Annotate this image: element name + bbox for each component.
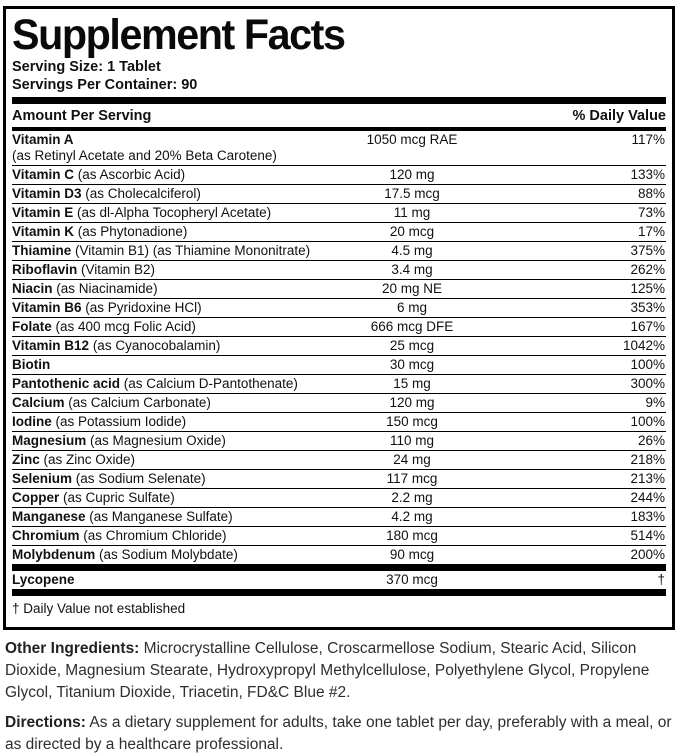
nutrient-amount: 15 mg — [393, 376, 431, 391]
table-row — [12, 261, 666, 280]
table-row — [12, 527, 666, 546]
nutrient-name: Vitamin E — [12, 205, 74, 220]
divider-thick-top — [12, 97, 666, 104]
nutrient-daily-value: 88% — [637, 186, 665, 201]
table-row — [12, 299, 666, 318]
nutrient-name: Vitamin B6 — [12, 300, 82, 315]
nutrient-form: (as Calcium D-Pantothenate) — [123, 376, 298, 391]
nutrient-rows — [12, 131, 666, 564]
nutrient-form: (as Pyridoxine HCl) — [85, 300, 202, 315]
nutrient-amount: 180 mcg — [386, 528, 438, 543]
nutrient-amount: 666 mcg DFE — [370, 319, 454, 334]
table-row — [12, 185, 666, 204]
table-row — [12, 166, 666, 185]
nutrient-name: Copper — [12, 490, 60, 505]
header-amount-per-serving: Amount Per Serving — [12, 108, 152, 124]
table-row — [12, 356, 666, 375]
nutrient-name: Vitamin C — [12, 167, 75, 182]
nutrient-daily-value: 200% — [630, 547, 665, 562]
nutrient-daily-value: 73% — [637, 205, 665, 220]
nutrient-amount: 20 mg NE — [381, 281, 443, 296]
serving-size: Serving Size: 1 Tablet — [12, 59, 161, 75]
nutrient-amount: 370 mcg — [386, 572, 438, 587]
table-row — [12, 375, 666, 394]
nutrient-form: (as Zinc Oxide) — [43, 452, 136, 467]
nutrient-name: Vitamin K — [12, 224, 75, 239]
nutrient-form: (as 400 mcg Folic Acid) — [55, 319, 196, 334]
nutrient-amount: 1050 mcg RAE — [366, 132, 458, 147]
nutrient-form: (as Cyanocobalamin) — [92, 338, 221, 353]
nutrient-form-line2: (as Retinyl Acetate and 20% Beta Carotene) — [12, 148, 277, 163]
nutrient-form: (as Cupric Sulfate) — [63, 490, 175, 505]
label-paragraphs — [3, 630, 675, 756]
nutrient-amount: 110 mg — [389, 433, 435, 448]
nutrient-form: (as Calcium Carbonate) — [68, 395, 211, 410]
table-row — [12, 432, 666, 451]
nutrient-daily-value: 218% — [630, 452, 665, 467]
nutrient-amount: 2.2 mg — [391, 490, 433, 505]
nutrient-daily-value: 125% — [630, 281, 665, 296]
table-header-row — [12, 106, 666, 127]
nutrient-name: Niacin — [12, 281, 53, 296]
nutrient-form: (as Chromium Chloride) — [83, 528, 227, 543]
nutrient-amount: 4.5 mg — [391, 243, 433, 258]
nutrient-form: (as dl-Alpha Tocopheryl Acetate) — [77, 205, 272, 220]
nutrient-amount: 4.2 mg — [391, 509, 433, 524]
nutrient-daily-value: 300% — [630, 376, 665, 391]
nutrient-name: Zinc — [12, 452, 40, 467]
nutrient-name: Lycopene — [12, 572, 75, 587]
nutrient-form: (as Manganese Sulfate) — [89, 509, 233, 524]
divider-thick-before-lycopene — [12, 564, 666, 571]
nutrient-amount: 30 mcg — [389, 357, 435, 372]
table-row — [12, 413, 666, 432]
nutrient-name: Iodine — [12, 414, 52, 429]
nutrient-amount: 11 mg — [393, 205, 431, 220]
nutrient-daily-value: 244% — [630, 490, 665, 505]
nutrient-form: (Vitamin B1) (as Thiamine Mononitrate) — [75, 243, 311, 258]
nutrient-amount: 6 mg — [396, 300, 427, 315]
directions-text: As a dietary supplement for adults, take one tablet per day, preferably with a meal, or as directed by a healthcare professional. — [5, 714, 672, 753]
header-percent-daily-value: % Daily Value — [572, 108, 666, 124]
supplement-facts-panel — [3, 6, 675, 630]
nutrient-daily-value: 514% — [630, 528, 665, 543]
table-row — [12, 394, 666, 413]
nutrient-amount: 25 mcg — [389, 338, 435, 353]
nutrient-daily-value: 375% — [630, 243, 665, 258]
divider-thick-after-lycopene — [12, 589, 666, 596]
nutrient-name: Calcium — [12, 395, 65, 410]
nutrient-form: (as Sodium Selenate) — [75, 471, 206, 486]
table-row — [12, 131, 666, 166]
table-row — [12, 337, 666, 356]
nutrient-name: Thiamine — [12, 243, 72, 258]
nutrient-amount: 150 mcg — [386, 414, 438, 429]
nutrient-form: (Vitamin B2) — [81, 262, 156, 277]
nutrient-name: Chromium — [12, 528, 80, 543]
other-ingredients-label: Other Ingredients: — [5, 640, 140, 657]
table-row — [12, 280, 666, 299]
nutrient-form: (as Potassium Iodide) — [55, 414, 187, 429]
nutrient-name: Pantothenic acid — [12, 376, 121, 391]
nutrient-daily-value: 262% — [630, 262, 665, 277]
nutrient-daily-value: 100% — [630, 357, 665, 372]
nutrient-form: (as Magnesium Oxide) — [90, 433, 226, 448]
nutrient-daily-value: 353% — [630, 300, 665, 315]
nutrient-amount: 3.4 mg — [391, 262, 433, 277]
nutrient-form: (as Niacinamide) — [56, 281, 158, 296]
nutrient-name: Riboflavin — [12, 262, 78, 277]
nutrient-amount: 90 mcg — [389, 547, 435, 562]
table-row — [12, 508, 666, 527]
directions-paragraph — [5, 712, 673, 756]
nutrient-daily-value: 167% — [630, 319, 665, 334]
table-row — [12, 318, 666, 337]
nutrient-name: Molybdenum — [12, 547, 96, 562]
servings-per-container: Servings Per Container: 90 — [12, 76, 198, 93]
other-ingredients-paragraph — [5, 638, 673, 704]
nutrient-name: Vitamin A — [12, 132, 74, 147]
nutrient-amount: 120 mg — [389, 395, 435, 410]
nutrient-name: Manganese — [12, 509, 86, 524]
nutrient-amount: 117 mcg — [386, 471, 438, 486]
nutrient-form: (as Cholecalciferol) — [85, 186, 201, 201]
table-row — [12, 470, 666, 489]
nutrient-name: Vitamin D3 — [12, 186, 82, 201]
nutrient-daily-value: 133% — [630, 167, 665, 182]
directions-label: Directions: — [5, 714, 86, 731]
nutrient-daily-value: 1042% — [622, 338, 665, 353]
nutrient-daily-value: 9% — [645, 395, 665, 410]
table-row — [12, 223, 666, 242]
nutrient-form: (as Ascorbic Acid) — [77, 167, 186, 182]
nutrient-amount: 20 mcg — [389, 224, 435, 239]
nutrient-name: Folate — [12, 319, 52, 334]
nutrient-amount: 120 mg — [389, 167, 435, 182]
nutrient-form: (as Phytonadione) — [77, 224, 188, 239]
nutrient-daily-value: 17% — [637, 224, 665, 239]
panel-title: Supplement Facts — [12, 11, 345, 59]
table-row — [12, 451, 666, 470]
nutrient-amount: 17.5 mcg — [384, 186, 440, 201]
nutrient-daily-value: 117% — [631, 132, 665, 147]
other-ingredients-text: Microcrystalline Cellulose, Croscarmellose Sodium, Stearic Acid, Silicon Dioxide, Magnesium Stearate, Hydroxypropyl Methylcellulose, Polyethylene Glycol, Propylene Glycol, Titanium Dioxide, Triacetin, FD&C Blue #2. — [5, 640, 650, 701]
table-row — [12, 546, 666, 564]
nutrient-daily-value: 26% — [637, 433, 665, 448]
nutrient-daily-value: 100% — [630, 414, 665, 429]
nutrient-daily-value: † — [657, 572, 665, 587]
table-row — [12, 242, 666, 261]
nutrient-name: Magnesium — [12, 433, 87, 448]
table-row — [12, 489, 666, 508]
daily-value-footnote: † Daily Value not established — [12, 601, 186, 616]
nutrient-amount: 24 mg — [393, 452, 431, 467]
nutrient-name: Selenium — [12, 471, 73, 486]
table-row — [12, 204, 666, 223]
nutrient-name: Vitamin B12 — [12, 338, 90, 353]
table-row-lycopene — [12, 571, 666, 589]
nutrient-form: (as Sodium Molybdate) — [99, 547, 238, 562]
nutrient-daily-value: 213% — [630, 471, 665, 486]
nutrient-daily-value: 183% — [630, 509, 665, 524]
nutrient-name: Biotin — [12, 357, 51, 372]
